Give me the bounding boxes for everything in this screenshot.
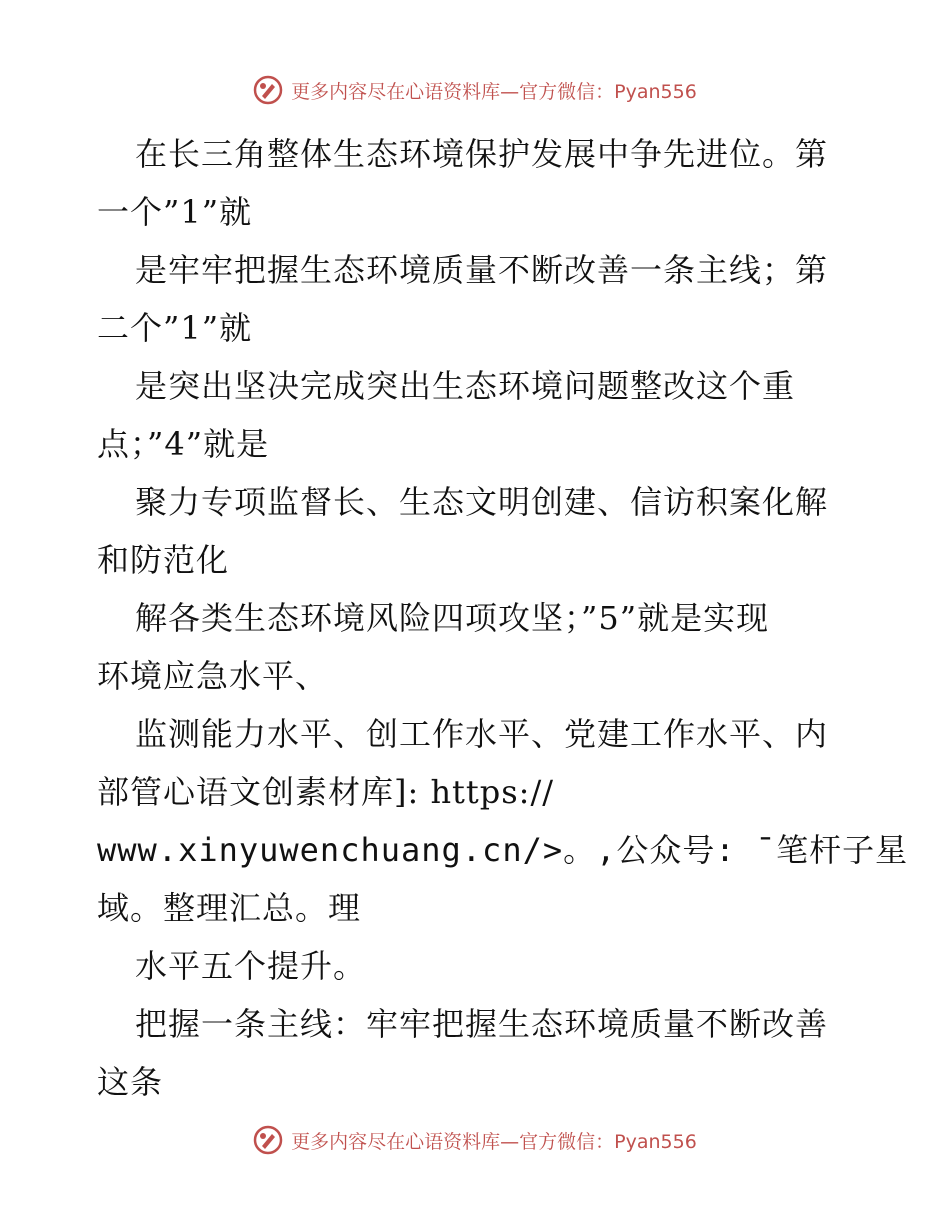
body-line: 一个”1”就 (97, 193, 253, 231)
body-line: 部管心语文创素材库]: https:// (97, 773, 555, 811)
body-line: 解各类生态环境风险四项攻坚；”5”就是实现 (135, 599, 770, 637)
header-watermark (0, 70, 950, 110)
body-line: 和防范化 (97, 541, 230, 579)
body-line: 是牢牢把握生态环境质量不断改善一条主线；第 (135, 251, 829, 289)
body-line: 域。整理汇总。理 (97, 889, 362, 927)
body-line: 监测能力水平、创工作水平、党建工作水平、内 (135, 715, 829, 753)
body-line: 点；”4”就是 (97, 425, 270, 463)
body-line: 把握一条主线：牢牢把握生态环境质量不断改善 (135, 1005, 829, 1043)
body-line: 水平五个提升。 (135, 947, 367, 985)
body-line: 聚力专项监督长、生态文明创建、信访积案化解 (135, 483, 829, 521)
pen-circle-logo-icon (253, 75, 283, 105)
body-line: 是突出坚决完成突出生态环境问题整改这个重 (135, 367, 796, 405)
body-line: 二个”1”就 (97, 309, 253, 347)
body-line: 这条 (97, 1063, 164, 1101)
document-body (97, 125, 909, 1111)
body-line: www.xinyuwenchuang.cn/>。,公众号: ¯笔杆子星 (97, 831, 909, 869)
body-line: 环境应急水平、 (97, 657, 329, 695)
footer-watermark-text: 更多内容尽在心语资料库—官方微信：Pyan556 (291, 1130, 697, 1153)
header-watermark-text: 更多内容尽在心语资料库—官方微信：Pyan556 (291, 80, 697, 103)
pen-circle-logo-icon (253, 1125, 283, 1155)
footer-watermark (0, 1120, 950, 1160)
body-line: 在长三角整体生态环境保护发展中争先进位。第 (135, 135, 829, 173)
